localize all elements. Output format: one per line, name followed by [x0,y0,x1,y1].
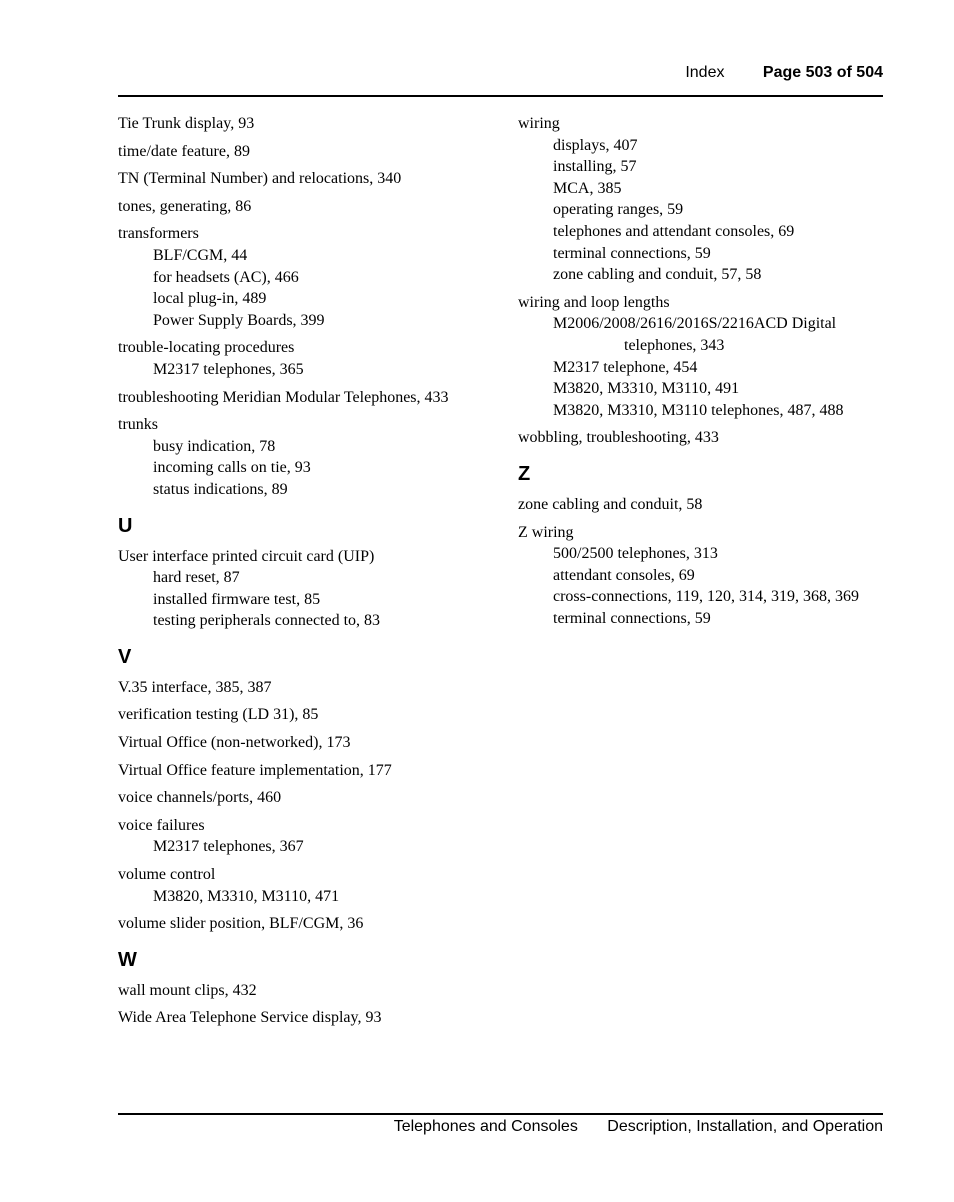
index-subentry: M3820, M3310, M3110 telephones, 487, 488 [553,401,844,419]
index-subentry: for headsets (AC), 466 [153,268,299,286]
header-page-number: Page 503 of 504 [762,64,883,81]
index-entry [118,337,503,380]
footer-doc-subtitle: Description, Installation, and Operation [607,1118,883,1135]
page-footer [394,1118,883,1136]
index-entry [518,427,888,449]
index-subentry: cross-connections, 119, 120, 314, 319, 368, 369 [553,588,860,606]
entries-z [518,494,888,630]
index-subentry: displays, 407 [553,136,638,154]
index-subentry: installing, 57 [553,158,637,176]
page-header [685,64,883,82]
index-entry [118,113,503,135]
index-term: voice channels/ports, 460 [118,789,282,807]
index-subentry: Power Supply Boards, 399 [153,311,325,329]
index-term: wobbling, troubleshooting, 433 [518,429,719,447]
index-entry [118,980,503,1002]
index-entry [118,387,503,409]
index-subentry: busy indication, 78 [153,437,276,455]
index-subentry: M2317 telephones, 367 [153,838,304,856]
index-term: TN (Terminal Number) and relocations, 340 [118,170,402,188]
letter-heading-u: U [118,514,133,537]
index-column-right [518,113,888,635]
index-term: voice failures [118,816,205,834]
index-term: Virtual Office (non-networked), 173 [118,734,351,752]
footer-rule [118,1113,883,1115]
index-subentry: attendant consoles, 69 [553,566,695,584]
entries-t [118,113,503,501]
index-entry [118,864,503,907]
index-entry [118,414,503,500]
index-subentry: testing peripherals connected to, 83 [153,612,381,630]
index-subentry: hard reset, 87 [153,569,240,587]
index-term: troubleshooting Meridian Modular Telephones, 433 [118,388,449,406]
index-entry [518,292,888,422]
index-entry [118,913,503,935]
index-subentry: M2317 telephone, 454 [553,358,698,376]
index-term: transformers [118,225,199,243]
index-term: wall mount clips, 432 [118,981,257,999]
index-entry [118,141,503,163]
index-term: Virtual Office feature implementation, 177 [118,761,392,779]
index-entry [118,815,503,858]
index-subentry: status indications, 89 [153,480,288,498]
index-entry [118,546,503,632]
index-term: time/date feature, 89 [118,142,250,160]
index-term: wiring and loop lengths [518,293,670,311]
index-column-left [118,113,503,1035]
index-entry [518,494,888,516]
index-subentry: M2006/2008/2616/2016S/2216ACD Digital telephones, 343 [553,315,837,354]
letter-heading-z: Z [518,462,531,485]
letter-heading-w: W [118,948,137,971]
index-subentry: M3820, M3310, M3110, 471 [153,887,340,905]
index-term: Tie Trunk display, 93 [118,115,255,132]
index-term: wiring [518,115,560,132]
index-entry [118,760,503,782]
index-subentry: operating ranges, 59 [553,201,684,219]
index-term: trouble-locating procedures [118,339,295,357]
index-term: User interface printed circuit card (UIP) [118,547,375,565]
index-term: Z wiring [518,523,574,541]
index-term: V.35 interface, 385, 387 [118,678,272,696]
index-term: volume control [118,866,216,884]
index-subentry: installed firmware test, 85 [153,590,321,608]
index-entry [118,1007,503,1029]
footer-doc-title: Telephones and Consoles [393,1118,578,1135]
index-entry [118,787,503,809]
index-entry [118,677,503,699]
index-subentry: M3820, M3310, M3110, 491 [553,380,740,398]
index-entry [118,732,503,754]
index-subentry: terminal connections, 59 [553,609,711,627]
index-subentry: incoming calls on tie, 93 [153,459,311,477]
index-subentry: local plug-in, 489 [153,290,267,308]
index-subentry: BLF/CGM, 44 [153,246,248,264]
index-term: tones, generating, 86 [118,197,252,215]
header-section: Index [685,64,725,81]
index-term: zone cabling and conduit, 58 [518,495,703,513]
index-entry [518,522,888,630]
index-entry [518,113,888,286]
index-entry [118,168,503,190]
index-term: volume slider position, BLF/CGM, 36 [118,915,364,933]
letter-heading-v: V [118,645,132,668]
index-subentry: terminal connections, 59 [553,244,711,262]
index-term: verification testing (LD 31), 85 [118,706,319,724]
index-entry [118,704,503,726]
index-term: trunks [118,416,158,434]
index-subentry: MCA, 385 [553,179,622,197]
header-rule [118,95,883,97]
entries-w [118,980,503,1029]
index-subentry: M2317 telephones, 365 [153,360,304,378]
index-term: Wide Area Telephone Service display, 93 [118,1009,382,1027]
index-subentry: telephones and attendant consoles, 69 [553,222,795,240]
index-subentry: 500/2500 telephones, 313 [553,545,718,563]
entries-w-cont [518,113,888,449]
entries-u [118,546,503,632]
entries-v [118,677,503,935]
index-subentry: zone cabling and conduit, 57, 58 [553,266,762,284]
index-entry [118,196,503,218]
index-entry [118,223,503,331]
